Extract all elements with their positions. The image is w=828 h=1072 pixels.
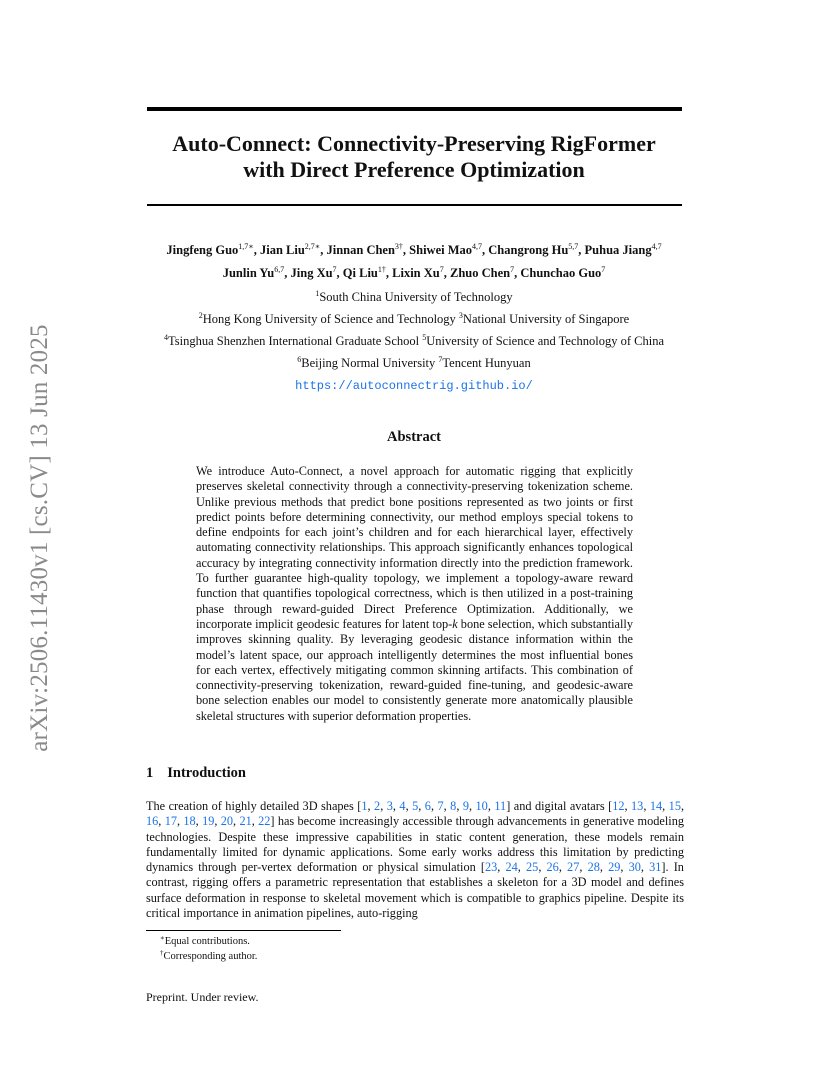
footnotes (160, 934, 257, 964)
citation-link[interactable]: 28 (587, 860, 600, 875)
author-list (120, 239, 708, 285)
affiliation: Hong Kong University of Science and Technology (202, 312, 456, 326)
author-name: Zhuo Chen (449, 266, 511, 280)
citation-link[interactable]: 2 (374, 799, 381, 813)
affiliation-line-2 (120, 308, 708, 330)
author-name: Jingfeng Guo (166, 243, 239, 257)
footnote-text: Corresponding author. (163, 951, 258, 962)
section-number: 1 (146, 765, 154, 781)
abstract-body (196, 464, 633, 724)
citation-link[interactable]: 15 (668, 799, 681, 813)
citation-link[interactable]: 22 (258, 814, 271, 829)
citation-link[interactable]: 20 (220, 814, 234, 829)
preprint-notice: Preprint. Under review. (146, 990, 259, 1004)
footnote-rule (146, 930, 341, 931)
citation-link[interactable]: 14 (649, 799, 663, 813)
affiliation: University of Science and Technology of China (426, 334, 664, 348)
arxiv-identifier: arXiv:2506.11430v1 [cs.CV] 13 Jun 2025 (26, 324, 53, 752)
citation-link[interactable]: 1 (361, 799, 368, 813)
author-name: Shiwei Mao (409, 243, 473, 257)
author-name: Qi Liu (342, 266, 378, 280)
citation-link[interactable]: 12 (612, 799, 625, 813)
section-heading (146, 765, 246, 782)
citation-link[interactable]: 18 (183, 814, 196, 829)
citation-link[interactable]: 13 (631, 799, 644, 813)
affiliation: Tencent Hunyuan (442, 356, 531, 370)
citation-link[interactable]: 3 (386, 799, 393, 813)
affiliation-line-3 (120, 330, 708, 352)
project-url-link[interactable]: https://autoconnectrig.github.io/ (295, 379, 533, 393)
citation-link[interactable]: 29 (608, 860, 621, 875)
citation-link[interactable]: 19 (202, 814, 215, 829)
title-top-rule (147, 107, 682, 111)
citation-link[interactable]: 24 (505, 860, 518, 875)
citation-link[interactable]: 16 (146, 814, 159, 829)
title-line-2: with Direct Preference Optimization (243, 157, 585, 182)
paper-title (120, 131, 708, 183)
author-name: Lixin Xu (392, 266, 440, 280)
title-line-1: Auto-Connect: Connectivity-Preserving RigFormer (172, 131, 656, 156)
author-name: Changrong Hu (488, 243, 569, 257)
author-name: Junlin Yu (222, 266, 275, 280)
citation-link[interactable]: 25 (526, 860, 539, 875)
citation-link[interactable]: 10 (475, 799, 488, 813)
author-line-2: Junlin Yu$^{6,7}$, Jing Xu$^7$, Qi Liu$^{1\dagger}$, Lixin Xu$^7$, Zhuo Chen$^7$, Chunchao Guo$^7$ (222, 265, 606, 280)
author-name: Jing Xu (290, 266, 333, 280)
citation-link[interactable]: 7 (437, 799, 444, 813)
author-affiliation-marker: 7 (601, 265, 606, 274)
citation-link[interactable]: 23 (484, 860, 498, 875)
author-affiliation-marker: 5,7 (568, 242, 579, 251)
affiliation: South China University of Technology (319, 290, 513, 304)
author-affiliation-marker: 6,7 (274, 265, 285, 274)
author-affiliation-marker: 7 (510, 265, 515, 274)
intro-text: The creation of highly detailed 3D shapes [ (146, 799, 362, 813)
citation-link[interactable]: 4 (399, 799, 406, 813)
author-affiliation-marker: 4,7 (651, 242, 662, 251)
affiliation-marker: 7 (438, 355, 443, 364)
citation-link[interactable]: 11 (494, 799, 507, 813)
author-name: Jian Liu (259, 243, 305, 257)
introduction-paragraph: The creation of highly detailed 3D shapes [1, 2, 3, 4, 5, 6, 7, 8, 9, 10, 11] and digital avatars [12, 13, 14, 15, 16, 17, 18, 19, 20, 21, 22] has become increasingly accessible through advancements in generative modeling technologies. Despite these impressive capabilities in static content generation, these models remain fundamentally limited for dynamic applications. Some early works address this limitation by predicting dynamics through per-vertex deformation or physical simulation [23, 24, 25, 26, 27, 28, 29, 30, 31]. In contrast, rigging offers a parametric representation that establishes a skeleton for a 3D model and defines surface deformation in response to skeletal movement which is compatible to graphics pipeline. Despite its critical importance in animation pipelines, auto-rigging (146, 799, 685, 921)
abstract-text: We introduce Auto-Connect, a novel approach for automatic rigging that explicitly preserves skeletal connectivity through a connectivity-preserving tokenization scheme. Unlike previous methods that predict bone positions represented as two joints or first predict points before determining connectivity, our method employs special tokens to define endpoints for each joint’s children and for each hierarchical layer, effectively automating connectivity relationships. This approach significantly enhances topological accuracy by integrating connectivity information directly into the prediction framework. To further guarantee high-quality topology, we implement a topology-aware reward function that quantifies topological correctness, which is then utilized in a post-training phase through reward-guided Direct Preference Optimization. Additionally, we incorporate implicit geodesic features for latent top- (196, 464, 633, 631)
citation-link[interactable]: 27 (567, 860, 580, 875)
abstract-text: bone selection, which substantially improves skinning quality. By leveraging geodesic distance information within the model’s latent space, our approach intelligently determines the most influential bones for each vertex, effectively mitigating common skinning artifacts. This combination of connectivity-preserving tokenization, reward-guided fine-tuning, and geodesic-aware bone selection enables our model to consistently generate more anatomically plausible skeletal structures with superior deformation properties. (196, 616, 633, 723)
citation-link[interactable]: 17 (164, 814, 177, 829)
citation-link[interactable]: 31 (649, 860, 662, 875)
citation-link[interactable]: 30 (628, 860, 641, 875)
affiliation-marker: 2 (198, 311, 203, 320)
affiliation-line-5 (120, 374, 708, 397)
author-name: Puhua Jiang (584, 243, 652, 257)
affiliation-marker: 3 (458, 311, 463, 320)
citation-link[interactable]: 5 (412, 799, 419, 813)
affiliation: Beijing Normal University (301, 356, 436, 370)
citation-link[interactable]: 6 (424, 799, 431, 813)
citation-link[interactable]: 9 (462, 799, 469, 813)
affiliation: National University of Singapore (462, 312, 630, 326)
author-affiliation-marker: 7 (332, 265, 337, 274)
abstract-heading: Abstract (387, 429, 441, 445)
footnote (160, 949, 257, 964)
section-title: Introduction (167, 765, 246, 781)
footnote (160, 934, 257, 949)
author-affiliation-marker: 2,7∗ (304, 242, 321, 251)
author-affiliation-marker: 3† (394, 242, 403, 251)
citation-link[interactable]: 26 (546, 860, 559, 875)
intro-text: ] has become increasingly accessible through advancements in generative modeling technologies. Despite these impressive capabilities in static content generation, these models remain fundamentally limited for dynamic applications. Some early works address this limitation by predicting dynamics through per-vertex deformation or physical simulation [ (146, 814, 684, 875)
author-affiliation-marker: 1† (377, 265, 386, 274)
author-line-1: Jingfeng Guo$^{1,7∗}$, Jian Liu$^{2,7∗}$, Jinnan Chen$^{3\dagger}$, Shiwei Mao$^{4,7}$, Changrong Hu$^{5,7}$, Puhua Jiang$^{4,7}$ (166, 242, 662, 257)
footnote-text: Equal contributions. (164, 936, 250, 947)
author-affiliation-marker: 4,7 (472, 242, 483, 251)
author-affiliation-marker: 7 (439, 265, 444, 274)
intro-text: ] and digital avatars [ (506, 799, 613, 813)
affiliation-line-1 (120, 286, 708, 308)
affiliation-marker: 6 (297, 355, 302, 364)
author-name: Chunchao Guo (520, 266, 602, 280)
footnote-marker: ∗ (160, 934, 165, 942)
affiliation: Tsinghua Shenzhen International Graduate School (168, 334, 420, 348)
math-k: k (452, 616, 458, 631)
author-affiliation-marker: 1,7∗ (238, 242, 254, 251)
author-name: Jinnan Chen (326, 243, 395, 257)
affiliations (120, 286, 708, 397)
citation-link[interactable]: 21 (239, 814, 252, 829)
affiliation-line-4 (120, 352, 708, 374)
title-bottom-rule (147, 204, 682, 206)
intro-text: ]. In contrast, rigging offers a parametric representation that establishes a skeleton for a 3D model and defines surface deformation in response to skeletal movement which is compatible to graphics pipeline. Despite its critical importance in animation pipelines, auto-rigging (146, 860, 684, 921)
affiliation-marker: 5 (422, 333, 427, 342)
affiliation-marker: 4 (164, 333, 168, 342)
citation-link[interactable]: 8 (450, 799, 457, 813)
footnote-marker: † (160, 949, 164, 957)
affiliation-marker: 1 (315, 289, 320, 298)
